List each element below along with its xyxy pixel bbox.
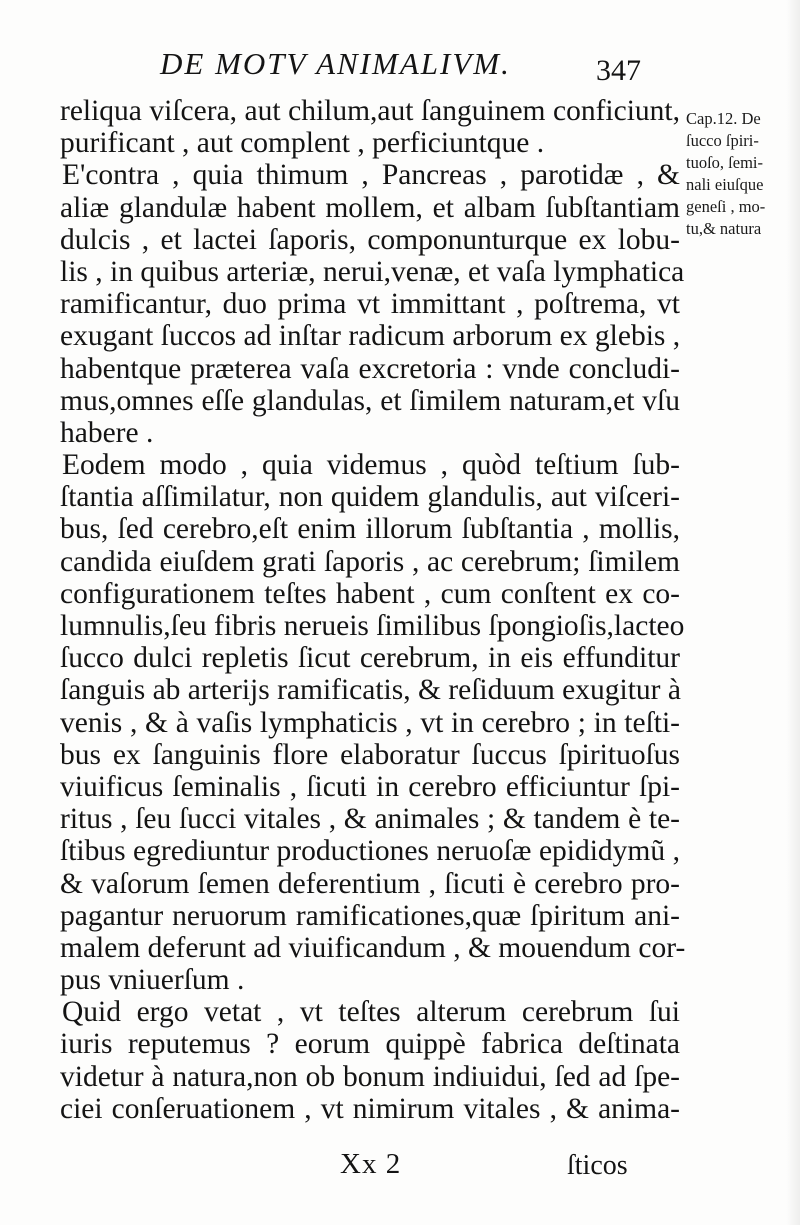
marginal-note-line: geneſi , mo- <box>686 197 766 216</box>
catchword: ſticos <box>567 1150 628 1181</box>
text-line: ſtantia aſſimilatur, non quidem glandulis, aut viſceri- <box>60 481 680 514</box>
text-line: pus vniuerſum . <box>60 964 245 997</box>
text-line: & vaſorum ſemen deferentium , ſicuti è cerebro pro- <box>60 867 680 900</box>
text-line: ciei conſeruationem , vt nimirum vitales , & anima- <box>60 1092 680 1125</box>
text-line: configurationem teſtes habent , cum conſtent ex co- <box>60 577 680 610</box>
marginal-note-line: tuoſo, ſemi- <box>686 153 763 172</box>
paragraph-start-line: Eodem modo , quia videmus , quòd teſtium ſub- <box>62 449 680 482</box>
text-line: bus, ſed cerebro,eſt enim illorum ſubſtantia , mollis, <box>60 513 680 546</box>
text-line: ramificantur, duo prima vt immittant , poſtrema, vt <box>60 288 680 321</box>
text-line: mus,omnes eſſe glandulas, et ſimilem naturam,et vſu <box>60 384 680 417</box>
text-line: lumnulis,ſeu fibris nerueis ſimilibus ſpongioſis,lacteo <box>60 610 685 642</box>
page-number: 347 <box>596 54 641 87</box>
text-line: habentque præterea vaſa excretoria : vnde concludi- <box>60 352 680 385</box>
text-line: reliqua viſcera, aut chilum,aut ſanguinem conficiunt, <box>60 95 680 127</box>
text-line: venis , & à vaſis lymphaticis , vt in cerebro ; in teſti- <box>60 706 680 739</box>
text-line: dulcis , et lactei ſaporis, componunturque ex lobu- <box>60 223 680 256</box>
text-line: ſucco dulci repletis ſicut cerebrum, in eis effunditur <box>60 642 680 675</box>
text-line: ritus , ſeu ſucci vitales , & animales ; & tandem è te- <box>60 803 680 836</box>
body-text <box>60 95 686 1125</box>
marginal-note-line: Cap.12. De <box>686 109 761 128</box>
text-line: iuris reputemus ? eorum quippè fabrica deſtinata <box>60 1028 680 1061</box>
paragraph-start-line: Quid ergo vetat , vt teſtes alterum cerebrum ſui <box>62 996 680 1029</box>
text-line: purificant , aut complent , perficiuntque . <box>60 127 545 160</box>
marginal-note-line: nali eiuſque <box>686 175 764 194</box>
text-line: candida eiuſdem grati ſaporis , ac cerebrum; ſimilem <box>60 545 680 578</box>
text-line: ſanguis ab arterijs ramificatis, & reſiduum exugitur à <box>60 674 681 707</box>
text-line: exugant ſuccos ad inſtar radicum arborum ex glebis , <box>60 320 681 353</box>
text-line: viuificus ſeminalis , ſicuti in cerebro efficiuntur ſpi- <box>60 770 680 803</box>
text-line: aliæ glandulæ habent mollem, et albam ſubſtantiam <box>60 191 680 224</box>
text-line: malem deferunt ad viuificandum , & mouendum cor- <box>60 931 686 964</box>
running-title: DE MOTV ANIMALIVM. <box>160 46 511 81</box>
signature-mark: Xx 2 <box>340 1148 402 1180</box>
marginal-note-line: tu,& natura <box>686 219 762 238</box>
paragraph-start-line: E'contra , quia thimum , Pancreas , parotidæ , & <box>62 159 680 192</box>
text-line: lis , in quibus arteriæ, nerui,venæ, et vaſa lymphatica <box>60 255 685 288</box>
text-line: pagantur neruorum ramificationes,quæ ſpiritum ani- <box>60 899 680 932</box>
text-line: bus ex ſanguinis flore elaboratur ſuccus ſpirituoſus <box>60 738 680 771</box>
marginal-note <box>686 108 796 240</box>
text-line: videtur à natura,non ob bonum indiuidui, ſed ad ſpe- <box>60 1060 680 1093</box>
marginal-note-line: ſucco ſpiri- <box>686 131 759 150</box>
running-head <box>130 46 650 94</box>
text-line: habere . <box>60 416 154 449</box>
text-line: ſtibus egrediuntur productiones neruoſæ epididymũ , <box>60 835 680 868</box>
